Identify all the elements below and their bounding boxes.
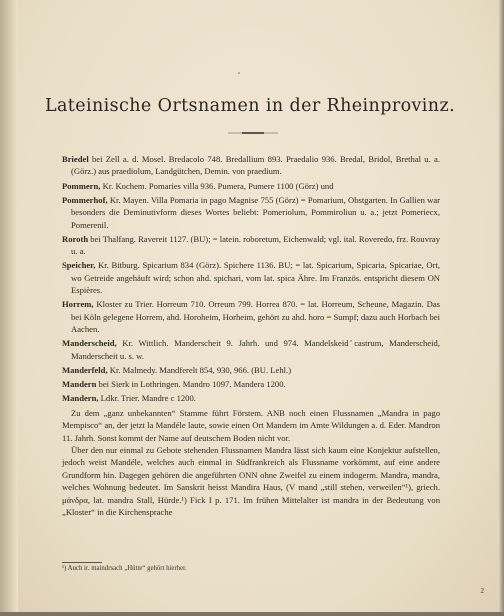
place-name: Briedel — [62, 154, 89, 164]
page-edge — [498, 0, 504, 616]
place-entry — [62, 194, 440, 231]
place-entry — [62, 364, 440, 376]
place-description: Kr. Malmedy. Mandferelt 854, 930, 966. (BU. Lehl.) — [107, 365, 292, 376]
paragraph-list — [62, 407, 440, 519]
place-description: Kr. Mayen. Villa Pomaria in pago Magnise 755 (Görz) = Pomarium, Obstgarten. In Gallien war besonders die Deminutivform dieses Wortes beliebt: Pomeriolum, Pommiroliun u. a.; jetzt Pomeriecx, Pomerenil. — [71, 194, 440, 230]
paper-speck — [238, 72, 240, 74]
footnote-rule — [62, 562, 102, 563]
title-ornament — [228, 130, 278, 136]
page-number: 2 — [480, 587, 484, 595]
body-paragraph: Zu dem „ganz unbekannten“ Stamme führt Förstem. ANB noch einen Flussnamen „Mandra in pago Mempisco“ an, der jetzt la Mandéle laute, sowie einen Ort Mandern im Amte Wildungen a. d. Eder. Mandron 11. Jahrh. Sonst kommt der Name auf deutschem Boden nicht vor. — [62, 407, 440, 443]
place-name: Pommerhof, — [62, 194, 108, 205]
place-name: Mandern — [62, 379, 97, 390]
footnote: ¹) Auch ir. maindrsach „Hütte“ gehört hierher. — [62, 565, 187, 572]
place-entry — [62, 259, 440, 296]
place-name: Pommern, — [62, 180, 101, 191]
place-description: Kr. Wittlich. Manderscheit 9. Jahrh. und 974. Mandelskeid castrum, Manderscheid, Manderscheit u. s. w. — [71, 338, 440, 361]
place-name: Horrem, — [62, 299, 94, 310]
place-description: Kloster zu Trier. Horreum 710. Orreum 799. Horrea 870. = lat. Horreum, Scheune, Magazin. Das bei Köln gelegene Horrem, ahd. Horoheim, Horheim, gehört zu ahd. horo = Sumpf; dazu auch Horbach bei Aachen. — [71, 299, 440, 335]
place-description: Kr. Kochem. Pomaries villa 936. Pumera, Pumere 1100 (Görz) und — [100, 180, 334, 191]
place-entry — [62, 378, 440, 390]
place-entry — [62, 180, 440, 192]
place-description: Ldkr. Trier. Mandre c 1200. — [98, 393, 196, 404]
place-description: bei Thalfang. Ravereit 1127. (BU); = latein. roboretum, Eichenwald; vgl. ital. Roveredo, frz. Rouvray u. a. — [71, 233, 440, 257]
place-entry — [62, 153, 440, 178]
place-description: bei Sierk in Lothringen. Mandro 1097. Mandera 1200. — [96, 379, 286, 390]
place-name: Manderfeld, — [62, 365, 108, 376]
place-entry — [62, 392, 440, 404]
place-name: Speicher, — [62, 260, 96, 271]
page-bottom-edge — [0, 612, 504, 616]
place-entry — [62, 298, 440, 335]
page-title: Lateinische Ortsnamen in der Rheinprovinz. — [44, 96, 456, 116]
body-paragraph: Über den nur einmal zu Gebote stehenden Flussnamen Mandra lässt sich kaum eine Konjektur aufstellen, jedoch weist Mandéle, welches auch einmal in Südfrankreich als Flussname vorkömmt, auf eine andere Grundform hin. Dagegen gehören die angeführten ONN ohne Zweifel zu einem indogerm. Mandra, mandra, welches Wohnung bedeutet. Im Sanskrit heisst Mandira Haus, (V mand „still stehen, verweilen“¹), griech. μάνδρα, lat. mandra Stall, Hürde.¹) Fick I p. 171. Im frühen Mittelalter ist mandra in der Bedeutung von „Kloster“ in die Kirchensprache — [62, 444, 440, 517]
place-name: Manderscheid, — [62, 338, 117, 349]
place-entry — [62, 337, 440, 362]
document-body — [62, 153, 440, 518]
place-entry — [62, 233, 440, 258]
place-name: Mandern, — [62, 393, 99, 404]
binding-shadow — [0, 0, 18, 616]
place-description: Kr. Bitburg. Spicarium 834 (Görz). Spichere 1136. BU; = lat. Spicarium, Spicaria, Spicariae, Ort, wo Getreide angehäuft wird; schon ahd. spichari, vom lat. spica Ähre. Im Französ. entspricht diesem ON Espières. — [71, 260, 440, 296]
entry-list — [62, 153, 440, 405]
place-name: Roroth — [62, 233, 89, 244]
place-description: bei Zell a. d. Mosel. Bredacolo 748. Bredallium 893. Praedalio 936. Bredal, Bridol, Brethal u. a. (Görz.) aus praediolum, Landgütchen, Demin. von praedium. — [71, 154, 440, 177]
